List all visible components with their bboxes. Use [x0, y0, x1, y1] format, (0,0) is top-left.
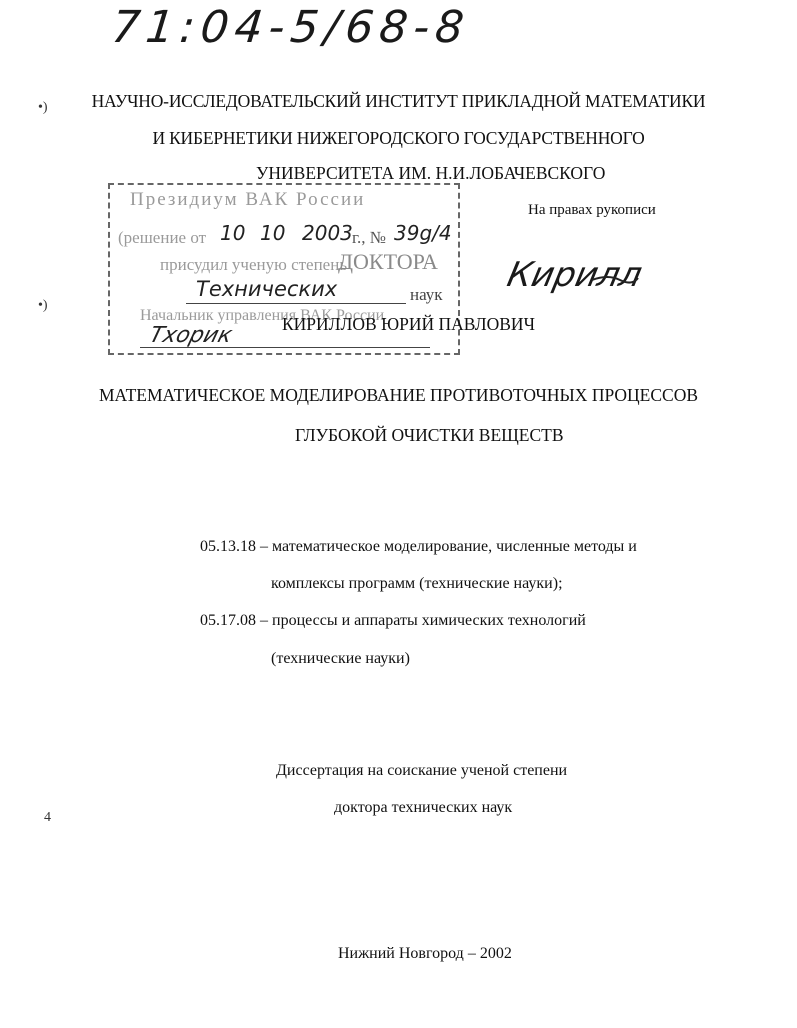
- stamp-date-year: 2003: [302, 221, 353, 245]
- author-name: КИРИЛЛОВ ЮРИЙ ПАВЛОВИЧ: [282, 314, 535, 334]
- stamp-field-suffix: наук: [410, 285, 443, 304]
- stamp-date-day: 10: [220, 221, 246, 245]
- stamp-decision-mid: г., №: [352, 228, 387, 247]
- specialty-2-code-line: 05.17.08 – процессы и аппараты химических технологий: [200, 612, 586, 629]
- author-signature: Кирилл: [503, 255, 646, 295]
- dissertation-degree-line-1: Диссертация на соискание ученой степени: [276, 762, 568, 779]
- margin-mark: •): [38, 298, 48, 313]
- stamp-line-presidium: Президиум ВАК России: [130, 189, 366, 210]
- rights-label: На правах рукописи: [528, 202, 656, 218]
- dissertation-degree-line-2: доктора технических наук: [334, 799, 513, 816]
- handwritten-archive-number: 71:04-5/68-8: [109, 2, 473, 53]
- stamp-decision-prefix: (решение от: [118, 228, 207, 247]
- institute-line-1: НАУЧНО-ИССЛЕДОВАТЕЛЬСКИЙ ИНСТИТУТ ПРИКЛАДНОЙ МАТЕМАТИКИ: [91, 91, 706, 111]
- city-year: Нижний Новгород – 2002: [338, 945, 512, 962]
- stamp-field-underline: [186, 303, 406, 304]
- stamp-number: 39g/4: [394, 221, 452, 245]
- margin-mark: •): [38, 100, 48, 115]
- margin-mark: 4: [44, 810, 51, 825]
- dissertation-title-line-1: МАТЕМАТИЧЕСКОЕ МОДЕЛИРОВАНИЕ ПРОТИВОТОЧНЫХ ПРОЦЕССОВ: [98, 385, 699, 405]
- stamp-signature: Тхорик: [146, 323, 235, 348]
- stamp-degree: ДОКТОРА: [338, 249, 438, 274]
- stamp-head-title: Начальник управления ВАК России: [140, 307, 385, 324]
- specialty-2-cont-line: (технические науки): [271, 650, 410, 667]
- stamp-date-month: 10: [260, 221, 286, 245]
- dissertation-title-line-2: ГЛУБОКОЙ ОЧИСТКИ ВЕЩЕСТВ: [295, 425, 564, 445]
- stamp-field: Технических: [196, 277, 338, 301]
- institute-line-2: И КИБЕРНЕТИКИ НИЖЕГОРОДСКОГО ГОСУДАРСТВЕННОГО: [152, 128, 645, 148]
- specialty-1-cont-line: комплексы программ (технические науки);: [271, 575, 563, 592]
- institute-line-3: УНИВЕРСИТЕТА ИМ. Н.И.ЛОБАЧЕВСКОГО: [256, 163, 606, 183]
- stamp-signature-underline: [140, 347, 430, 348]
- author-signature-flourish: [590, 270, 640, 290]
- specialty-1-code-line: 05.13.18 – математическое моделирование, численные методы и: [200, 538, 637, 555]
- stamp-degree-prefix: присудил ученую степень: [160, 255, 348, 274]
